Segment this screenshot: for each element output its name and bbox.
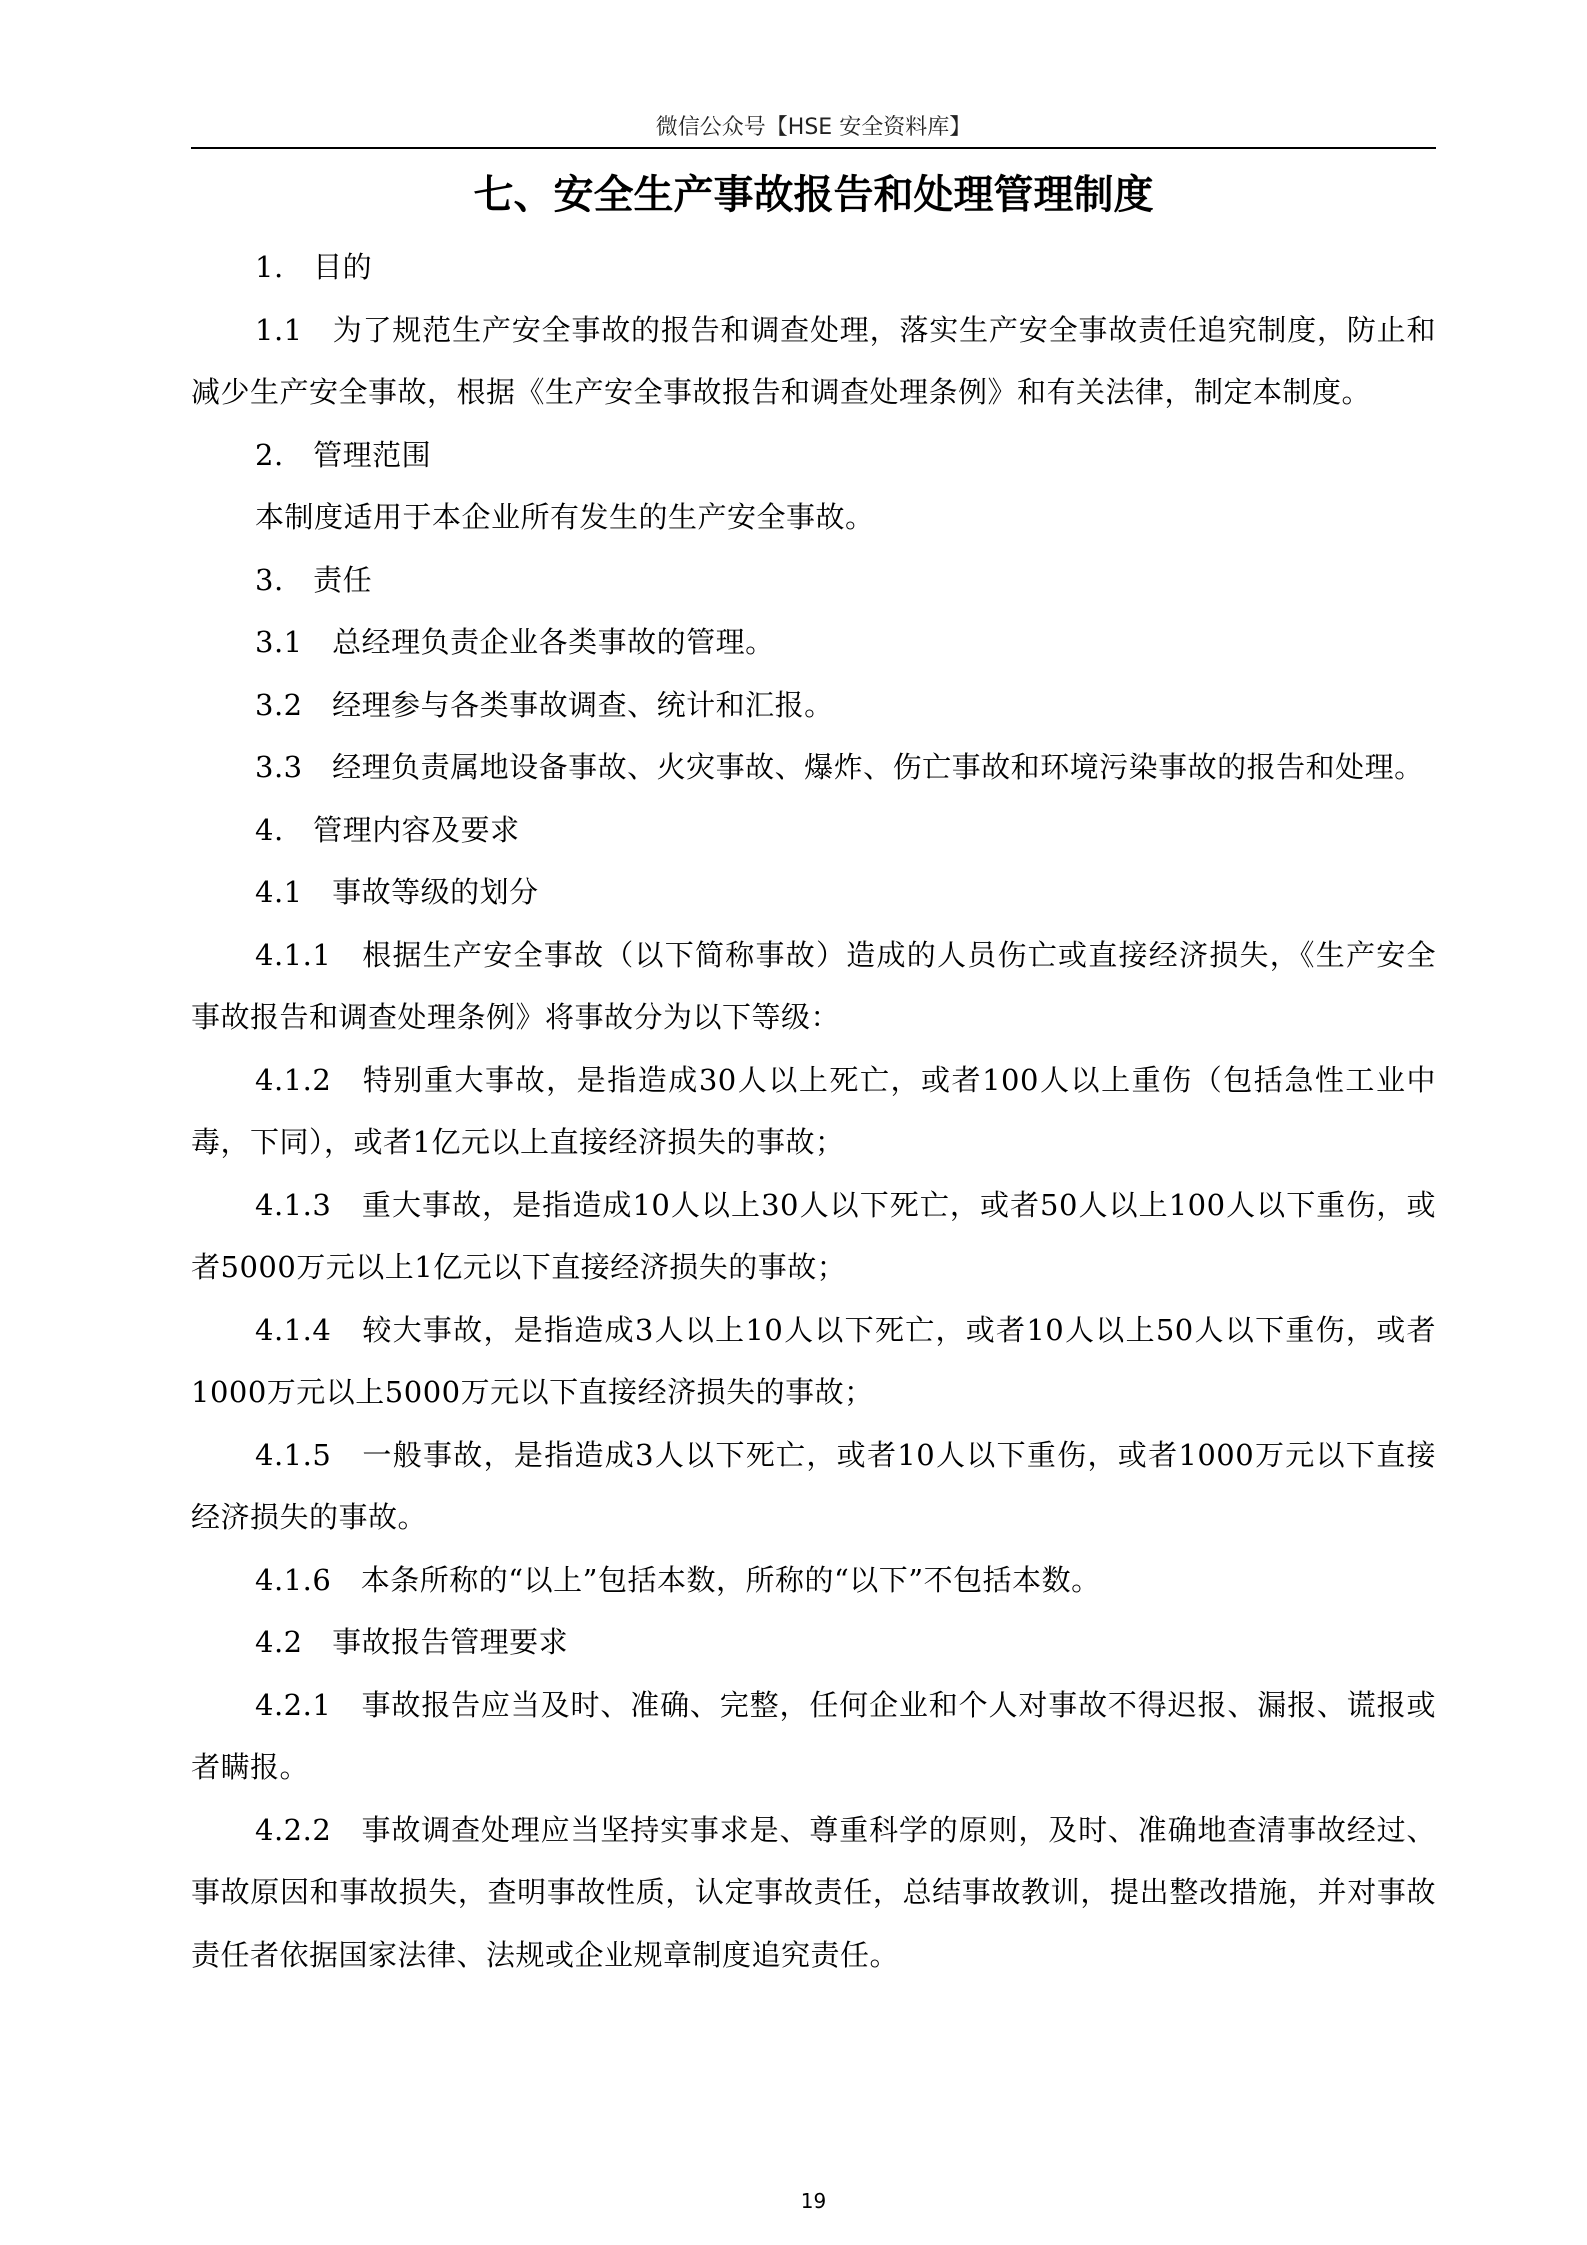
heading-4-management: 4. 管理内容及要求 (255, 812, 520, 847)
heading-3-responsibility: 3. 责任 (255, 562, 373, 597)
heading-4-1: 4.1 事故等级的划分 (255, 875, 539, 909)
document-title: 七、安全生产事故报告和处理管理制度 (473, 171, 1154, 218)
paragraph-3-1: 3.1 总经理负责企业各类事故的管理。 (255, 625, 775, 659)
header-divider (191, 147, 1436, 149)
heading-4-2: 4.2 事故报告管理要求 (255, 1625, 569, 1659)
paragraph-4-2-2: 4.2.2 事故调查处理应当坚持实事求是、尊重科学的原则，及时、准确地查清事故经过、事故原因和事故损失，查明事故性质，认定事故责任，总结事故教训，提出整改措施，并对事故责任者依据国家法律、法规或企业规章制度追究责任。 (191, 1812, 1436, 1972)
paragraph-1-1: 1.1 为了规范生产安全事故的报告和调查处理，落实生产安全事故责任追究制度，防止和减少生产安全事故，根据《生产安全事故报告和调查处理条例》和有关法律，制定本制度。 (191, 312, 1436, 409)
page-header: 微信公众号【HSE 安全资料库】 (655, 115, 972, 140)
paragraph-2-scope-text: 本制度适用于本企业所有发生的生产安全事故。 (255, 500, 875, 534)
paragraph-3-3: 3.3 经理负责属地设备事故、火灾事故、爆炸、伤亡事故和环境污染事故的报告和处理。 (255, 750, 1424, 784)
heading-2-scope: 2. 管理范围 (255, 437, 432, 472)
page-number: 19 (800, 2189, 827, 2213)
paragraph-4-1-4: 4.1.4 较大事故，是指造成3人以上10人以下死亡，或者10人以上50人以下重伤，或者1000万元以上5000万元以下直接经济损失的事故； (191, 1312, 1436, 1409)
heading-1-purpose: 1. 目的 (255, 250, 373, 284)
paragraph-4-1-5: 4.1.5 一般事故，是指造成3人以下死亡，或者10人以下重伤，或者1000万元以下直接经济损失的事故。 (191, 1437, 1436, 1534)
paragraph-4-1-3: 4.1.3 重大事故，是指造成10人以上30人以下死亡，或者50人以上100人以下重伤，或者5000万元以上1亿元以下直接经济损失的事故； (191, 1187, 1436, 1284)
document-body (191, 236, 1436, 1986)
paragraph-4-1-6: 4.1.6 本条所称的“以上”包括本数，所称的“以下”不包括本数。 (255, 1562, 1101, 1597)
paragraph-3-2: 3.2 经理参与各类事故调查、统计和汇报。 (255, 687, 834, 722)
paragraph-4-1-1: 4.1.1 根据生产安全事故（以下简称事故）造成的人员伤亡或直接经济损失，《生产安全事故报告和调查处理条例》将事故分为以下等级： (191, 937, 1436, 1034)
paragraph-4-2-1: 4.2.1 事故报告应当及时、准确、完整，任何企业和个人对事故不得迟报、漏报、谎报或者瞒报。 (191, 1687, 1436, 1784)
paragraph-4-1-2: 4.1.2 特别重大事故，是指造成30人以上死亡，或者100人以上重伤（包括急性工业中毒，下同），或者1亿元以上直接经济损失的事故； (191, 1062, 1436, 1159)
